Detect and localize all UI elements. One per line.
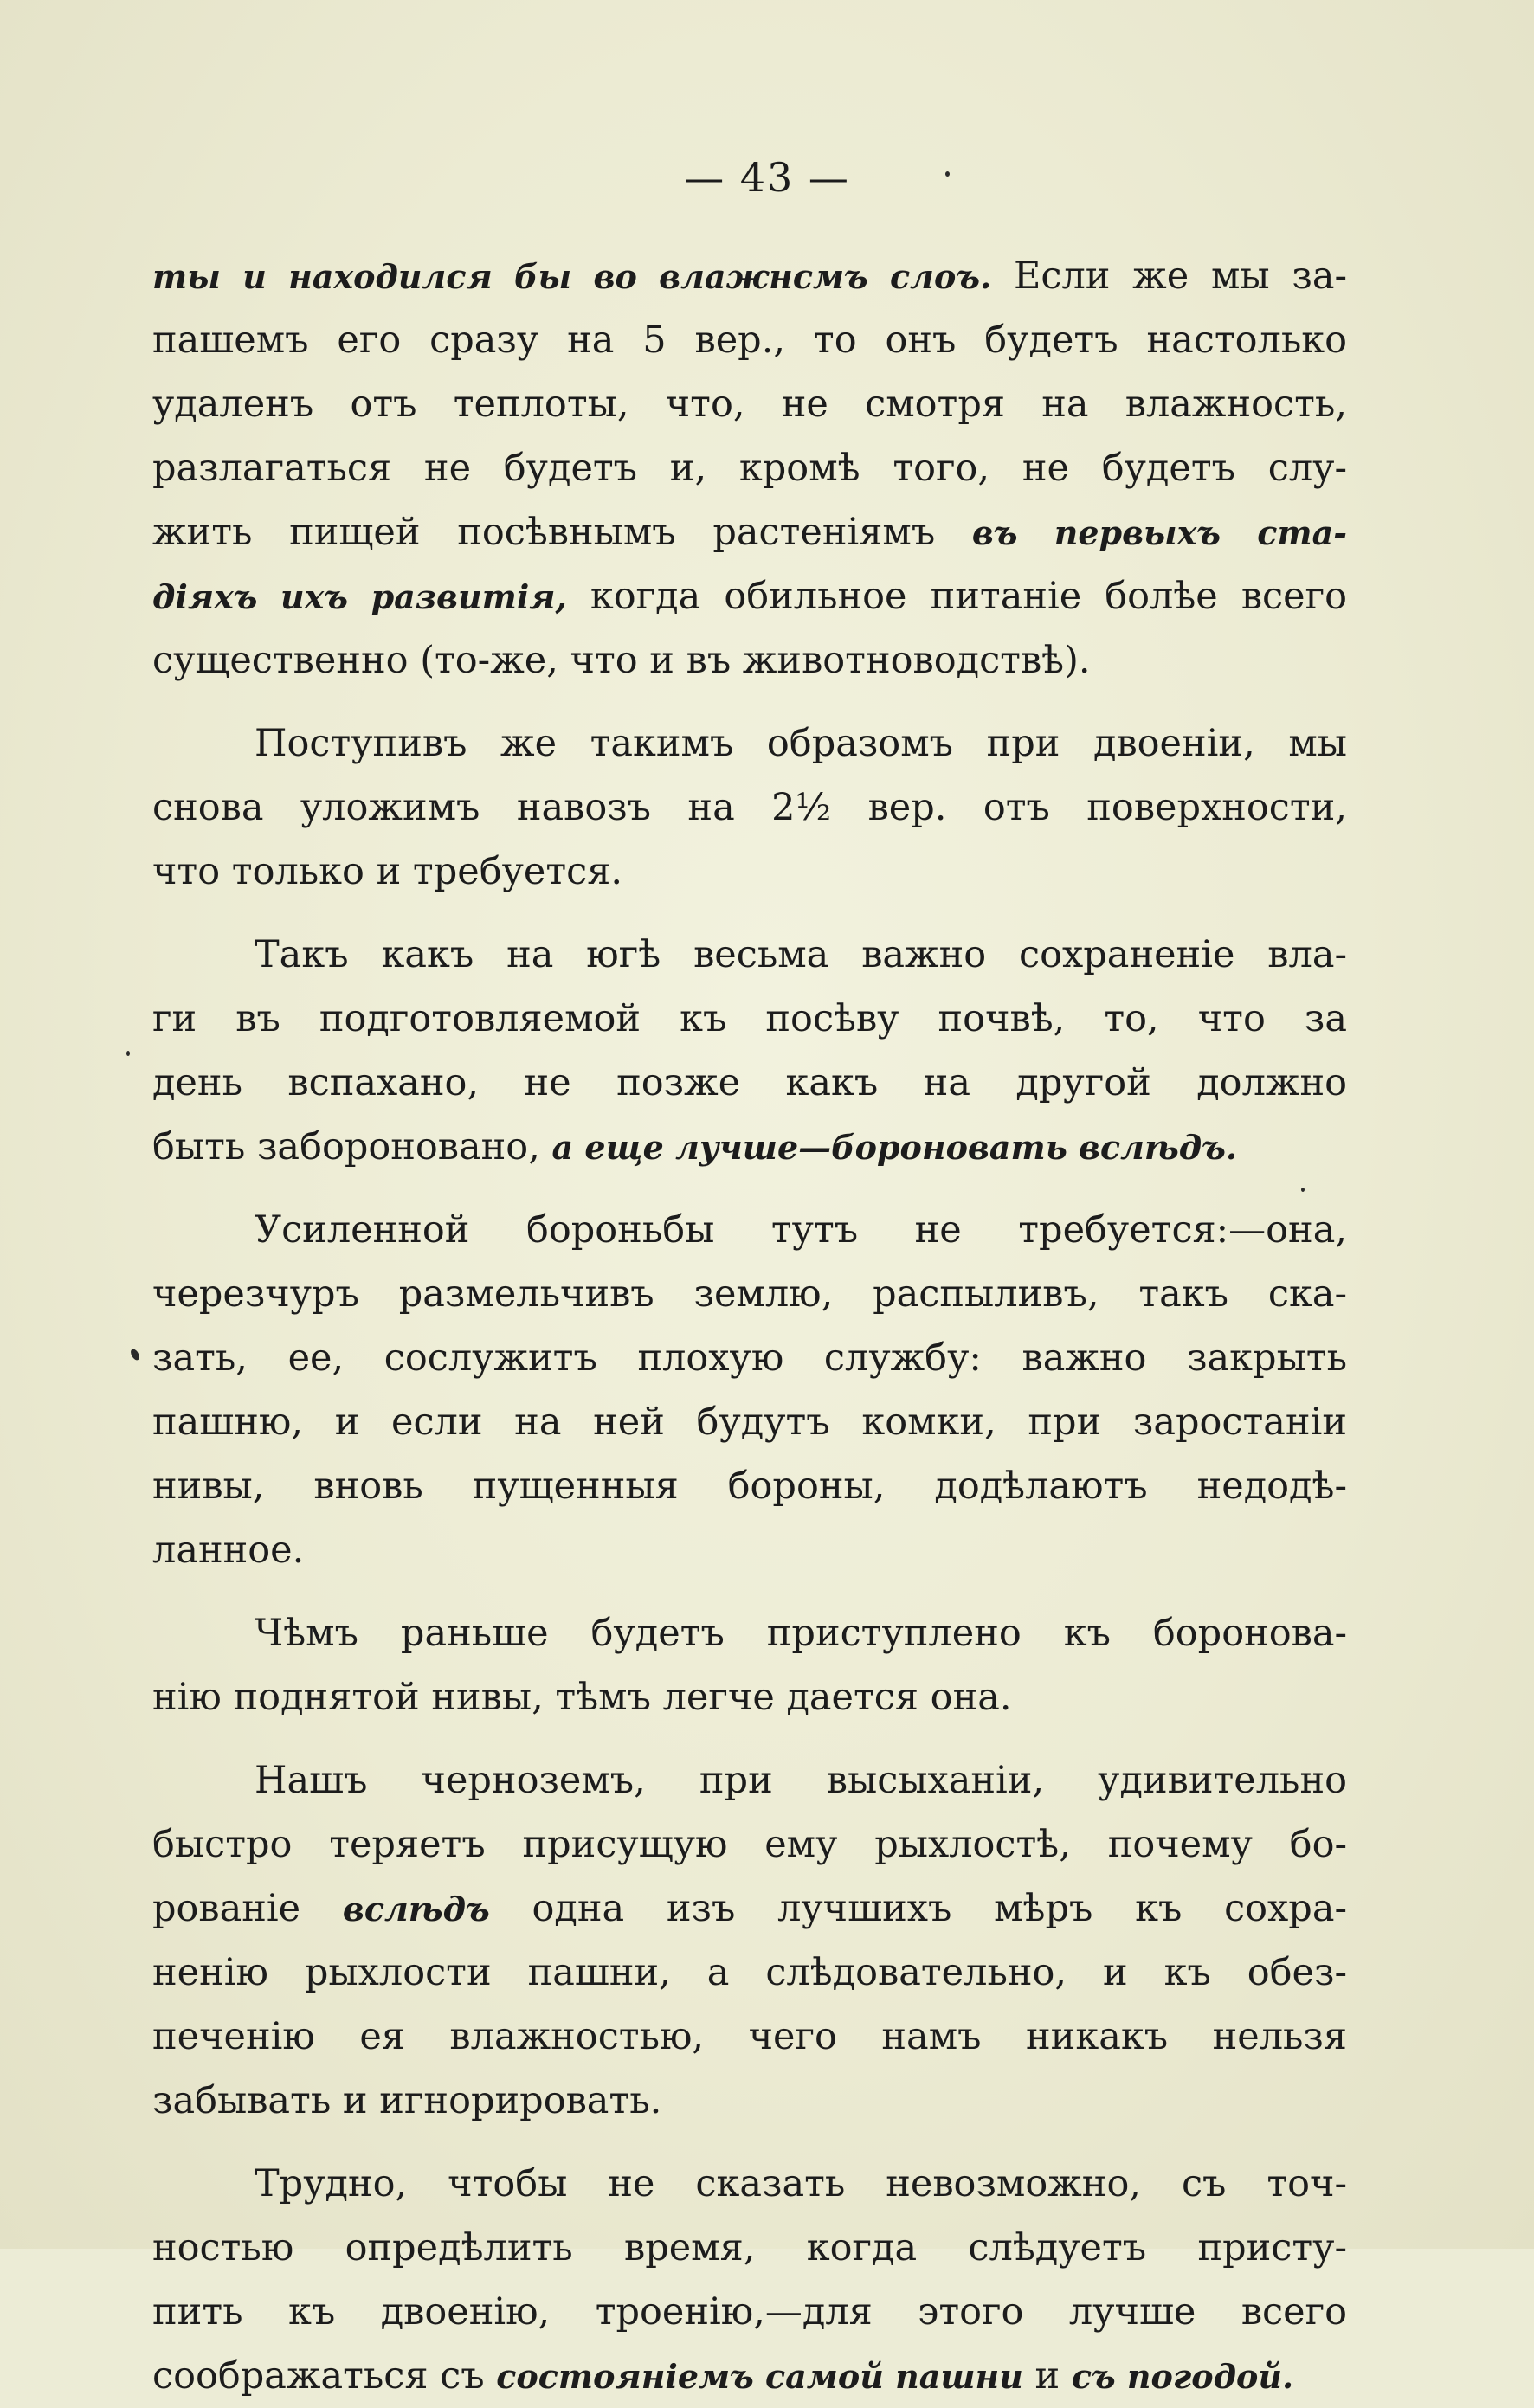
text-run: быть заборонованo, [152, 1125, 552, 1169]
ink-speck [126, 1051, 130, 1056]
text-line [152, 711, 1347, 776]
text-run: разлагаться не будетъ и, кромѣ того, не будетъ слу- [152, 447, 1347, 490]
text-line [152, 1748, 1347, 1812]
text-line [152, 1812, 1347, 1877]
text-run: одна изъ лучшихъ мѣръ къ сохра- [489, 1887, 1347, 1930]
text-line [152, 1665, 1347, 1729]
text-run: ланное. [152, 1529, 305, 1572]
paragraph [152, 1198, 1347, 1582]
text-run: соображаться съ [152, 2354, 497, 2398]
text-run: и [1022, 2354, 1072, 2398]
text-run: пашемъ его сразу на 5 вер., то онъ будетъ настолько [152, 319, 1347, 362]
text-line [152, 1115, 1347, 1179]
text-run: нивы, вновь пущенныя бороны, додѣлаютъ недодѣ- [152, 1465, 1347, 1508]
text-line [152, 776, 1347, 840]
text-line [152, 840, 1347, 904]
text-line [152, 436, 1347, 500]
paragraph [152, 1748, 1347, 2133]
text-run: Такъ какъ на югѣ весьма важно сохраненіе вла- [255, 933, 1347, 976]
paragraph-gap [152, 2133, 1347, 2152]
text-line [152, 1454, 1347, 1518]
text-run: черезчуръ размельчивъ землю, распыливъ, такъ ска- [152, 1272, 1347, 1316]
text-run: что только и требуется. [152, 850, 623, 893]
italic-emphasis: въ первыхъ ста- [971, 513, 1347, 552]
text-line [152, 500, 1347, 564]
text-run: ненію рыхлости пашни, а слѣдовательно, и къ обез- [152, 1951, 1347, 1994]
text-run: нію поднятой нивы, тѣмъ легче дается она. [152, 1676, 1012, 1719]
text-line [152, 244, 1347, 308]
text-line [152, 1051, 1347, 1115]
paragraph-gap [152, 904, 1347, 923]
text-line [152, 1198, 1347, 1262]
body-text [152, 244, 1347, 2408]
text-line [152, 1390, 1347, 1454]
text-run: когда обильное питаніе болѣе всего [566, 575, 1347, 618]
text-run: Усиленной бороньбы тутъ не требуется:—она, [255, 1208, 1347, 1252]
text-run: пить къ двоенію, троенію,—для этого лучше всего [152, 2290, 1347, 2334]
text-line [152, 308, 1347, 372]
text-run: ги въ подготовляемой къ посѣву почвѣ, то, что за [152, 997, 1347, 1040]
italic-emphasis: съ погодой. [1071, 2357, 1294, 2396]
paragraph [152, 1601, 1347, 1729]
text-run: ностью опредѣлить время, когда слѣдуетъ присту- [152, 2226, 1347, 2270]
text-run: зать, ее, сослужитъ плохую службу: важно закрыть [152, 1336, 1347, 1380]
text-run: печенію ея влажностью, чего намъ никакъ нельзя [152, 2015, 1347, 2058]
text-run: существенно (то-же, что и въ животноводствѣ). [152, 639, 1091, 682]
page-number: — 43 — [684, 154, 850, 201]
text-line [152, 2216, 1347, 2280]
text-run: Чѣмъ раньше будетъ приступлено къ боронова- [255, 1612, 1347, 1655]
text-run: удаленъ отъ теплоты, что, не смотря на влажность, [152, 383, 1347, 426]
text-line [152, 1941, 1347, 2005]
text-run: Если же мы за- [991, 254, 1347, 298]
paragraph [152, 2152, 1347, 2408]
text-line [152, 372, 1347, 436]
italic-emphasis: діяхъ ихъ развитія, [152, 577, 567, 616]
text-line [152, 2069, 1347, 2133]
text-run: пашню, и если на ней будутъ комки, при заростаніи [152, 1400, 1347, 1444]
text-run: Поступивъ же такимъ образомъ при двоеніи, мы [255, 722, 1347, 765]
italic-emphasis: а еще лучше—бороновать вслѣдъ. [551, 1128, 1238, 1167]
text-run: рованіе [152, 1887, 343, 1930]
text-line [152, 564, 1347, 628]
paragraph-gap [152, 1582, 1347, 1601]
text-run: снова уложимъ навозъ на 2½ вер. отъ поверхности, [152, 786, 1347, 829]
ink-speck [1301, 1188, 1305, 1192]
text-line [152, 2280, 1347, 2344]
text-line [152, 1601, 1347, 1665]
ink-speck [945, 171, 950, 177]
text-line [152, 923, 1347, 987]
paragraph [152, 923, 1347, 1179]
text-run: Трудно, чтобы не сказать невозможно, съ точ- [255, 2162, 1347, 2205]
text-line [152, 1877, 1347, 1941]
text-run: забывать и игнорировать. [152, 2079, 662, 2122]
paragraph [152, 244, 1347, 692]
text-line [152, 1262, 1347, 1326]
text-run: Нашъ черноземъ, при высыханіи, удивительно [255, 1759, 1347, 1802]
paragraph-gap [152, 692, 1347, 711]
italic-emphasis: ты и находился бы во влажнсмъ слоъ. [152, 257, 992, 296]
ink-speck [129, 1348, 141, 1362]
text-run: быстро теряетъ присущую ему рыхлостѣ, почему бо- [152, 1823, 1347, 1866]
text-line [152, 1518, 1347, 1582]
text-line [152, 1326, 1347, 1390]
italic-emphasis: вслѣдъ [342, 1890, 490, 1928]
paragraph-gap [152, 1729, 1347, 1748]
text-run: жить пищей посѣвнымъ растеніямъ [152, 511, 972, 554]
text-line [152, 2344, 1347, 2408]
text-line [152, 2005, 1347, 2069]
italic-emphasis: состояніемъ самой пашни [496, 2357, 1023, 2396]
text-line [152, 987, 1347, 1051]
text-run: день вспахано, не позже какъ на другой должно [152, 1061, 1347, 1104]
paragraph-gap [152, 1179, 1347, 1198]
text-line [152, 628, 1347, 692]
paragraph [152, 711, 1347, 904]
text-line [152, 2152, 1347, 2216]
